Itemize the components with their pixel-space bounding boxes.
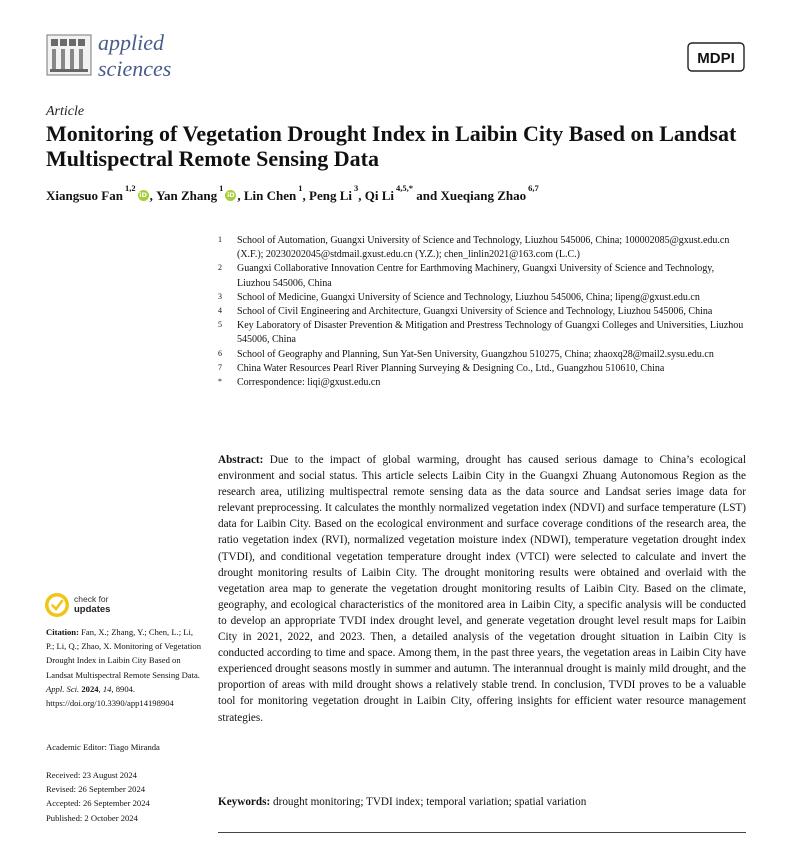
affiliation-text: School of Geography and Planning, Sun Yat-Sen University, Guangzhou 510275, China; zhaoxq28@mail2.sysu.edu.cn — [237, 348, 714, 360]
author-separator: , — [358, 188, 365, 203]
check-for-updates-badge[interactable] — [44, 592, 134, 618]
author-name: Qi Li — [364, 188, 395, 203]
check-updates-icon — [44, 592, 70, 618]
affiliation-list — [216, 234, 746, 390]
affiliation-item — [216, 362, 746, 376]
citation-volume: 14 — [102, 683, 112, 694]
affiliation-mark: 1 — [218, 235, 222, 244]
affiliation-item — [216, 234, 746, 262]
publisher-logo — [687, 42, 745, 72]
citation-block: Citation: Fan, X.; Zhang, Y.; Chen, L.; Li, P.; Li, Q.; Zhao, X. Monitoring of Vegetation Drought Index in Laibin City Based on Landsat Multispectral Remote Sensing Data. Appl. Sci. 2024, 14, 8904. https://doi.org/10.3390/app14198904 — [46, 627, 201, 709]
author-name: Xiangsuo Fan — [46, 188, 123, 203]
author-separator: , — [149, 188, 157, 203]
affiliation-mark: * — [218, 377, 222, 387]
affiliation-text: School of Medicine, Guangxi University of Science and Technology, Liuzhou 545006, China; lipeng@gxust.edu.cn — [237, 291, 700, 303]
section-divider — [218, 832, 746, 833]
affiliation-item — [216, 319, 746, 347]
check-updates-line1: check for — [74, 594, 109, 604]
abstract-label: Abstract: — [218, 454, 264, 466]
citation-year: 2024 — [81, 683, 99, 694]
author-name: Lin Chen — [243, 188, 297, 203]
author-name: Yan Zhang — [156, 188, 218, 203]
citation-doi[interactable]: , 8904. https://doi.org/10.3390/app14198904 — [46, 683, 174, 709]
abstract-text: Due to the impact of global warming, drought has caused serious damage to China’s ecological environment and social status. This article selects Laibin City in the Guangxi Zhuang Autonomous Region as the research area, utilizing multispectral remote sensing data as the data source and Landsat series image data for relevant preprocessing. It calculates the monthly normalized vegetation index (NDVI) and surface temperature (LST) data for Laibin City. Based on the ecological environment and surface coverage conditions of the research area, the ratio vegetation index (RVI), normalized vegetation moisture index (NDWI), temperature vegetation drought index (TVDI), and conditional vegetation temperature drought index (VTCI) were selected to calculate and invert the drought monitoring results of Laibin City. The drought monitoring results were obtained and overlaid with the vegetation area map to generate the vegetation drought monitoring results of Laibin City. Based on the climate, geography, and ecological characteristics of the monitored area in Laibin City, a specific analysis will be conducted to develop an appropriate TVDI index drought level, and generate vegetation drought level result maps for Laibin City in 2021, 2022, and 2023. Then, a detailed analysis of the vegetation drought situation in Laibin City is conducted according to time and space. Among them, in the past three years, the vegetation areas in Laibin City have experienced drought seasons mostly in summer and autumn. The interannual drought is mainly mild drought, and the proportion of areas with mild drought shows a relatively stable trend. In conclusion, TVDI proves to be a valuable tool for monitoring vegetation drought in Laibin City, offering insights for efficient water resource management strategies. — [218, 454, 746, 724]
article-title: Monitoring of Vegetation Drought Index in Laibin City Based on Landsat Multispectral Remote Sensing Data — [46, 121, 737, 171]
author-name: Xueqiang Zhao — [440, 188, 527, 203]
affiliation-mark: 4 — [218, 306, 222, 316]
publisher-name: MDPI — [697, 50, 735, 67]
academic-editor: Academic Editor: Tiago Miranda — [46, 742, 160, 752]
affiliation-mark: 6 — [218, 348, 222, 358]
date-accepted: Accepted: 26 September 2024 — [46, 798, 150, 809]
author-list: Xiangsuo Fan 1,2 iD , Yan Zhang 1 iD , Lin Chen 1 , Peng Li 3 , Qi Li 4,5,* and Xueqiang Zhao 6,7 — [46, 183, 539, 203]
affiliation-text: School of Civil Engineering and Architecture, Guangxi University of Science and Technology, Liuzhou 545006, China — [237, 306, 713, 318]
date-received: Received: 23 August 2024 — [46, 770, 137, 780]
affiliation-text: Guangxi Collaborative Innovation Centre for Earthmoving Machinery, Guangxi University of Science and Technology, Liuzhou 545006, China — [237, 263, 715, 289]
affiliation-item — [216, 262, 746, 290]
keywords — [218, 796, 746, 808]
affiliation-item — [216, 291, 746, 305]
affiliation-text: Key Laboratory of Disaster Prevention & Mitigation and Prestress Technology of Guangxi Colleges and Universities, Liuzhou 545006, China — [237, 320, 744, 346]
affiliation-item — [216, 305, 746, 319]
keywords-text: drought monitoring; TVDI index; temporal variation; spatial variation — [273, 796, 587, 808]
author-separator: , — [237, 188, 244, 203]
journal-name-line2: sciences — [98, 56, 172, 81]
abstract — [218, 452, 746, 726]
affiliation-text: China Water Resources Pearl River Planning Surveying & Designing Co., Ltd., Guangzhou 510610, China — [237, 362, 665, 374]
author-separator: , — [302, 188, 310, 203]
date-published: Published: 2 October 2024 — [46, 812, 138, 823]
article-type: Article — [46, 104, 85, 119]
author-name: Peng Li — [309, 188, 353, 203]
citation-journal: Appl. Sci. — [46, 683, 80, 694]
affiliation-item — [216, 376, 746, 390]
affiliation-text: School of Automation, Guangxi University of Science and Technology, Liuzhou 545006, China; 100002085@gxust.edu.cn (X.F.); 20230202045@stdmail.gxust.edu.cn (Y.Z.); chen_linlin2021@163.com (L.C.) — [237, 235, 730, 261]
affiliation-mark: 2 — [218, 263, 222, 273]
check-updates-line2: updates — [74, 604, 111, 615]
affiliation-mark: 7 — [218, 362, 222, 372]
orcid-icon[interactable]: iD — [227, 191, 235, 199]
orcid-icon[interactable]: iD — [139, 191, 147, 199]
journal-name-line1: applied — [98, 30, 164, 55]
publication-dates — [46, 768, 150, 825]
citation-label: Citation: — [46, 627, 79, 637]
affiliation-mark: 3 — [218, 291, 222, 301]
author-separator: and — [413, 188, 441, 203]
keywords-label: Keywords: — [218, 796, 271, 808]
affiliation-text: Correspondence: liqi@gxust.edu.cn — [237, 377, 381, 389]
affiliation-item — [216, 348, 746, 362]
journal-logo-icon — [46, 33, 92, 77]
affiliation-mark: 5 — [218, 320, 222, 330]
date-revised: Revised: 26 September 2024 — [46, 784, 146, 795]
citation-text: Fan, X.; Zhang, Y.; Chen, L.; Li, P.; Li, Q.; Zhao, X. Monitoring of Vegetation Drought Index in Laibin City Based on Landsat Multispectral Remote Sensing Data. — [46, 627, 201, 680]
